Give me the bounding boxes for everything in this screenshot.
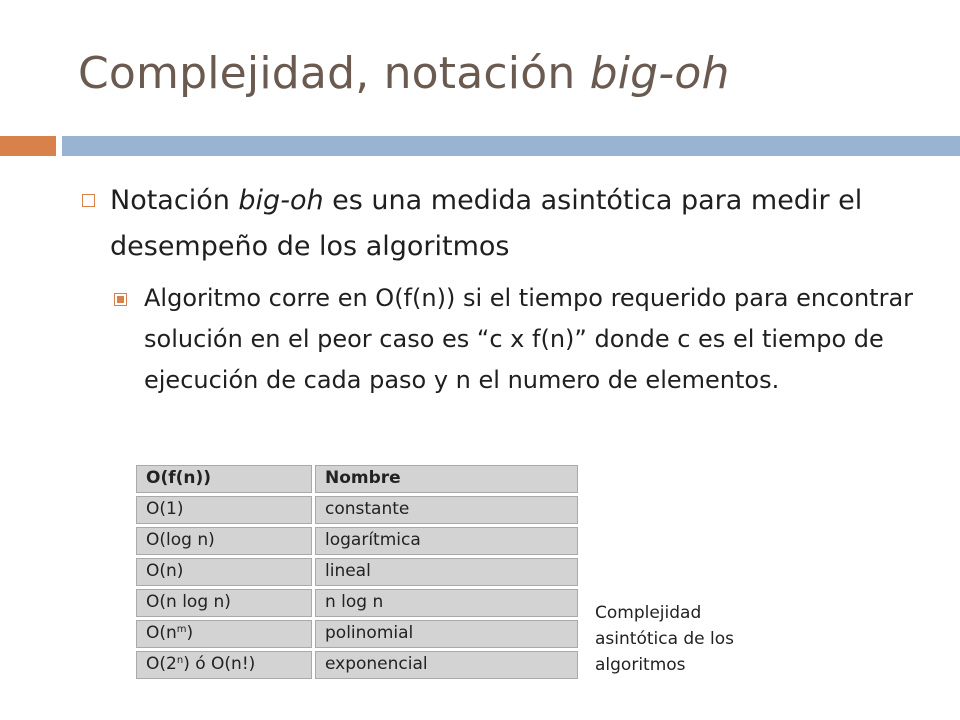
- complexity-cell: [136, 620, 312, 648]
- complexity-text: O(n log n): [146, 592, 231, 612]
- table-header-row: [136, 465, 578, 493]
- table-caption: Complejidad asintótica de los algoritmos: [595, 603, 735, 675]
- complexity-sup: n: [176, 655, 184, 666]
- name-cell: n log n: [315, 589, 578, 617]
- name-cell: constante: [315, 496, 578, 524]
- complexity-table: [136, 465, 578, 682]
- bullet-square-icon: [82, 194, 95, 207]
- complexity-sup: m: [176, 624, 187, 635]
- complexity-tail: ): [186, 623, 194, 643]
- bullet1-before: Notación: [110, 185, 239, 216]
- complexity-cell: [136, 558, 312, 586]
- title-text: Complejidad, notación: [78, 48, 590, 99]
- table-row: [136, 651, 578, 679]
- table-row: [136, 496, 578, 524]
- title-emphasis: big-oh: [589, 48, 730, 99]
- header-cell-name: Nombre: [315, 465, 578, 493]
- bullet-level1-text: [110, 178, 930, 270]
- bullet1-emphasis: big-oh: [238, 185, 324, 216]
- complexity-cell: [136, 589, 312, 617]
- slide-title: [78, 48, 730, 99]
- header-cell-complexity: O(f(n)): [136, 465, 312, 493]
- name-cell: logarítmica: [315, 527, 578, 555]
- complexity-text: O(n): [146, 561, 184, 581]
- complexity-cell: [136, 527, 312, 555]
- complexity-text: O(n: [146, 623, 177, 643]
- table-row: [136, 589, 578, 617]
- accent-bar-blue: [62, 136, 960, 156]
- bullet-filled-square-icon: [114, 293, 127, 306]
- complexity-cell: [136, 651, 312, 679]
- bullet-level2-text: Algoritmo corre en O(f(n)) si el tiempo requerido para encontrar solución en el peor caso es “c x f(n)” donde c es el tiempo de ejecución de cada paso y n el numero de elementos.: [144, 284, 914, 394]
- name-cell: exponencial: [315, 651, 578, 679]
- name-cell: lineal: [315, 558, 578, 586]
- table-row: [136, 527, 578, 555]
- name-cell: polinomial: [315, 620, 578, 648]
- complexity-text: O(log n): [146, 530, 215, 550]
- table-row: [136, 558, 578, 586]
- complexity-text: O(2: [146, 654, 177, 674]
- complexity-text: O(1): [146, 499, 184, 519]
- table-row: [136, 620, 578, 648]
- accent-bar-orange: [0, 136, 56, 156]
- bullet1-after: es una medida asintótica para medir el desempeño de los algoritmos: [110, 185, 863, 262]
- complexity-tail: ) ó O(n!): [183, 654, 256, 674]
- complexity-cell: [136, 496, 312, 524]
